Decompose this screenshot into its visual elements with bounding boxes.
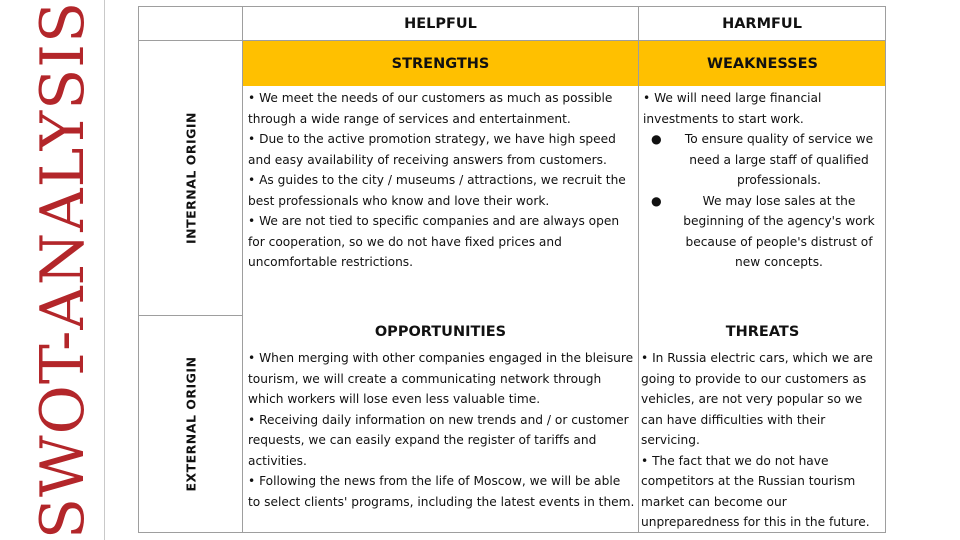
list-item: ● We may lose sales at the beginning of the agency's work because of people's distrust of new concepts.: [643, 191, 885, 273]
weaknesses-cell: [643, 88, 885, 273]
list-item: • Following the news from the life of Moscow, we will be able to select clients' programs, including the latest events in them.: [248, 474, 635, 509]
list-item: ● To ensure quality of service we need a large staff of qualified professionals.: [643, 129, 885, 191]
grid-line: [885, 6, 886, 533]
list-item: • We meet the needs of our customers as much as possible through a wide range of services and entertainment.: [248, 91, 613, 126]
row-label-external: EXTERNAL ORIGIN: [138, 316, 242, 533]
list-item: • Receiving daily information on new trends and / or customer requests, we can easily expand the register of tariffs and activities.: [248, 412, 629, 468]
column-header-helpful: HELPFUL: [242, 6, 639, 41]
list-item: • When merging with other companies engaged in the bleisure tourism, we will create a communicating network through which workers will lose even less valuable time.: [248, 351, 634, 406]
list-item: • We are not tied to specific companies and are always open for cooperation, so we do not have fixed prices and uncomfortable restrictions.: [248, 214, 620, 269]
bullet-icon: ●: [651, 132, 662, 146]
list-item: • As guides to the city / museums / attractions, we recruit the best professionals who know and love their work.: [248, 173, 626, 208]
list-item: • Due to the active promotion strategy, we have high speed and easy availability of receiving answers from customers.: [248, 132, 616, 167]
bullet-icon: ●: [651, 193, 662, 208]
list-item: • In Russia electric cars, which we are going to provide to our customers as vehicles, are not very popular so we can have difficulties with their servicing.: [641, 351, 873, 447]
table-corner: [138, 6, 242, 41]
list-item: • The fact that we do not have competitors at the Russian tourism market can become our unpreparedness for this in the future.: [641, 453, 870, 529]
threats-cell: [641, 348, 885, 533]
threats-header: THREATS: [725, 323, 800, 340]
grid-line: [138, 532, 886, 533]
row-label-internal: INTERNAL ORIGIN: [138, 41, 242, 316]
column-header-harmful: HARMFUL: [638, 6, 886, 41]
list-item: • We will need large financial investments to start work.: [643, 91, 822, 126]
strengths-header: STRENGTHS: [242, 41, 639, 86]
grid-line: [638, 6, 639, 533]
page-title: SWOT-ANALYSIS: [28, 0, 98, 540]
title-divider: [104, 0, 105, 540]
grid-line: [242, 6, 243, 533]
opportunities-header: OPPORTUNITIES: [374, 323, 507, 340]
swot-title-container: [8, 0, 118, 540]
strengths-cell: [248, 88, 636, 273]
weaknesses-header: WEAKNESSES: [639, 41, 886, 86]
opportunities-cell: [248, 348, 636, 512]
